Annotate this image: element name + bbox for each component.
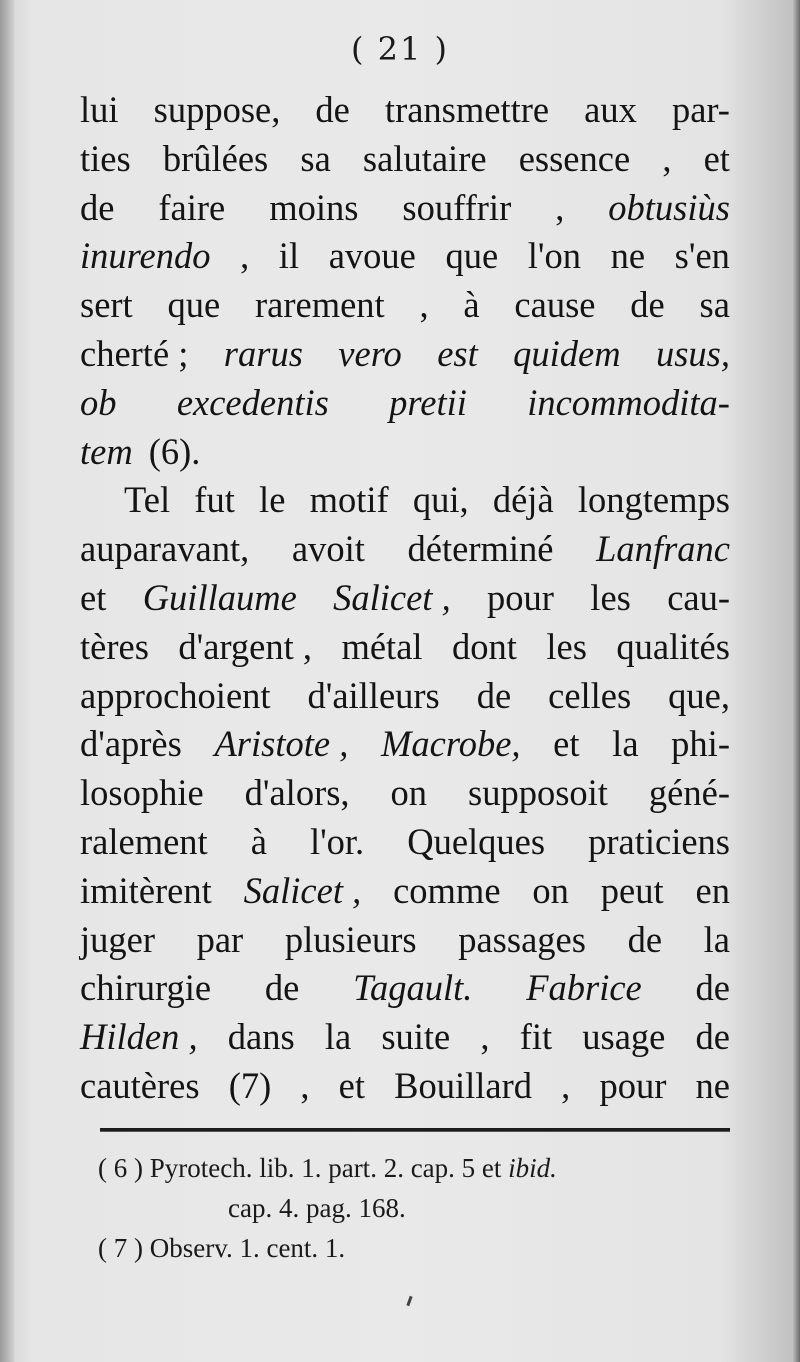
word: qualités bbox=[616, 625, 730, 667]
text-line bbox=[80, 281, 730, 330]
word: en bbox=[695, 869, 730, 911]
word: comme bbox=[393, 869, 501, 911]
text-line bbox=[80, 720, 730, 769]
text-line bbox=[80, 330, 730, 379]
word: longtemps bbox=[577, 479, 730, 521]
word: , bbox=[419, 284, 429, 326]
page-gutter-shadow bbox=[0, 0, 14, 1362]
text-line bbox=[80, 184, 730, 233]
footnote-6-line-2: cap. 4. pag. 168. bbox=[228, 1193, 406, 1223]
footnote-6-ibid: ibid. bbox=[508, 1153, 557, 1183]
word: chirurgie bbox=[80, 967, 212, 1009]
footnote-7: ( 7 ) Observ. 1. cent. 1. bbox=[98, 1233, 346, 1263]
text-line bbox=[80, 476, 730, 525]
main-text bbox=[80, 86, 730, 1111]
word: pour bbox=[599, 1064, 667, 1106]
word: (7) bbox=[228, 1064, 272, 1106]
word: ob bbox=[80, 381, 117, 423]
word: on bbox=[390, 772, 428, 814]
word: de bbox=[315, 89, 350, 130]
text-line bbox=[80, 86, 730, 135]
word: , bbox=[662, 137, 672, 179]
text-line bbox=[80, 428, 730, 477]
word: que bbox=[167, 284, 221, 326]
word: de bbox=[80, 186, 115, 228]
word: dont bbox=[452, 625, 517, 667]
text-line bbox=[80, 818, 730, 867]
word: souffrir bbox=[402, 186, 512, 228]
word: (6). bbox=[148, 430, 201, 472]
page-edge-shadow bbox=[792, 0, 800, 1362]
word: et bbox=[80, 576, 107, 618]
word: de bbox=[695, 1016, 730, 1058]
word: cau- bbox=[667, 576, 730, 618]
word: d'argent , bbox=[178, 625, 312, 667]
word: Aristote , bbox=[214, 723, 349, 765]
word: que, bbox=[668, 674, 730, 716]
word: cherté ; bbox=[80, 332, 189, 374]
word: avoue bbox=[328, 235, 416, 277]
word: déjà bbox=[492, 479, 554, 521]
word: l'on bbox=[527, 235, 581, 277]
word: est bbox=[437, 332, 478, 374]
footnote-6-text: ( 6 ) Pyrotech. lib. 1. part. 2. cap. 5 et bbox=[98, 1153, 502, 1183]
text-line bbox=[80, 1013, 730, 1062]
word: à bbox=[463, 284, 480, 326]
word: aux bbox=[584, 89, 637, 130]
text-line bbox=[80, 769, 730, 818]
text-line bbox=[80, 623, 730, 672]
word: moins bbox=[269, 186, 359, 228]
word: Salicet , bbox=[243, 869, 362, 911]
word: les bbox=[546, 625, 587, 667]
word: tères bbox=[80, 625, 149, 667]
text-line bbox=[80, 867, 730, 916]
word: de bbox=[630, 284, 665, 326]
word: par bbox=[196, 918, 244, 960]
word: fit bbox=[519, 1016, 553, 1058]
word: avoit bbox=[291, 528, 365, 570]
word: excedentis bbox=[176, 381, 329, 423]
word: usage bbox=[582, 1016, 666, 1058]
word: et bbox=[703, 137, 730, 179]
page-number: ( 21 ) bbox=[350, 30, 450, 68]
word: Tel bbox=[124, 479, 171, 521]
word: transmettre bbox=[384, 89, 550, 130]
word: sa bbox=[699, 284, 730, 326]
word: Fabrice bbox=[526, 967, 642, 1009]
word: ne bbox=[695, 1064, 730, 1106]
word: il bbox=[278, 235, 300, 277]
text-line bbox=[80, 1062, 730, 1111]
word: inurendo bbox=[80, 235, 211, 277]
word: cautères bbox=[80, 1064, 200, 1106]
word: par- bbox=[671, 89, 730, 130]
text-line bbox=[80, 672, 730, 721]
word: salutaire bbox=[362, 137, 487, 179]
word: essence bbox=[518, 137, 631, 179]
word: supposoit bbox=[468, 772, 608, 814]
word: auparavant, bbox=[80, 528, 250, 570]
word: rarement bbox=[255, 284, 385, 326]
word: Salicet , bbox=[333, 576, 451, 618]
word: suite bbox=[381, 1016, 451, 1058]
word: les bbox=[590, 576, 631, 618]
word: praticiens bbox=[588, 820, 730, 862]
word: tem bbox=[80, 430, 133, 472]
word: fut bbox=[194, 479, 235, 521]
word: de bbox=[264, 967, 300, 1009]
word: losophie bbox=[80, 772, 204, 814]
word: vero bbox=[338, 332, 402, 374]
text-line bbox=[80, 232, 730, 281]
word: motif bbox=[309, 479, 389, 521]
word: que bbox=[445, 235, 499, 277]
footnotes bbox=[98, 1148, 738, 1268]
word: d'ailleurs bbox=[307, 674, 440, 716]
word: dans bbox=[227, 1016, 295, 1058]
word: d'après bbox=[80, 723, 182, 765]
word: Guillaume bbox=[142, 576, 297, 618]
word: de bbox=[695, 967, 730, 1009]
word: métal bbox=[341, 625, 423, 667]
word: plusieurs bbox=[284, 918, 417, 960]
word: et bbox=[338, 1064, 366, 1106]
text-line bbox=[80, 135, 730, 184]
word: on bbox=[532, 869, 569, 911]
word: suppose, bbox=[153, 89, 281, 130]
word: s'en bbox=[674, 235, 730, 277]
word: la bbox=[612, 723, 639, 765]
word: le bbox=[259, 479, 286, 521]
word: peut bbox=[600, 869, 664, 911]
word: , bbox=[240, 235, 250, 277]
word: de bbox=[476, 674, 512, 716]
word: d'alors, bbox=[244, 772, 350, 814]
word: imitèrent bbox=[80, 869, 212, 911]
word: ties bbox=[80, 137, 131, 179]
word: phi- bbox=[671, 723, 730, 765]
word: Quelques bbox=[407, 820, 546, 862]
ink-speck bbox=[406, 1296, 412, 1306]
word: et bbox=[553, 723, 580, 765]
text-line bbox=[80, 525, 730, 574]
word: sert bbox=[80, 284, 133, 326]
word: Macrobe, bbox=[380, 723, 521, 765]
word: qui, bbox=[412, 479, 469, 521]
word: à bbox=[250, 820, 267, 862]
word: usus, bbox=[655, 332, 730, 374]
word: la bbox=[703, 918, 730, 960]
word: rarus bbox=[223, 332, 303, 374]
word: brûlées bbox=[162, 137, 269, 179]
word: approchoient bbox=[80, 674, 271, 716]
word: pour bbox=[487, 576, 554, 618]
word: l'or. bbox=[309, 820, 365, 862]
word: juger bbox=[80, 918, 155, 960]
word: Hilden , bbox=[80, 1016, 198, 1058]
word: , bbox=[561, 1064, 571, 1106]
footnote-6-line-1 bbox=[98, 1148, 738, 1188]
word: cause bbox=[514, 284, 596, 326]
word: , bbox=[555, 186, 565, 228]
word: pretii bbox=[389, 381, 467, 423]
word: , bbox=[480, 1016, 490, 1058]
word: ralement bbox=[80, 820, 208, 862]
word: sa bbox=[300, 137, 331, 179]
word: lui bbox=[80, 89, 119, 130]
word: celles bbox=[548, 674, 632, 716]
word: incommodita- bbox=[527, 381, 730, 423]
text-line bbox=[80, 964, 730, 1013]
text-line bbox=[80, 916, 730, 965]
word: géné- bbox=[648, 772, 730, 814]
word: , bbox=[300, 1064, 310, 1106]
word: Lanfranc bbox=[596, 528, 730, 570]
word: passages bbox=[458, 918, 586, 960]
word: la bbox=[324, 1016, 352, 1058]
text-line bbox=[80, 574, 730, 623]
word: obtusiùs bbox=[608, 186, 730, 228]
word: Tagault. bbox=[353, 967, 473, 1009]
footnote-separator bbox=[100, 1128, 730, 1132]
word: de bbox=[627, 918, 663, 960]
word: faire bbox=[158, 186, 226, 228]
word: quidem bbox=[513, 332, 621, 374]
word: ne bbox=[610, 235, 646, 277]
word: Bouillard bbox=[394, 1064, 533, 1106]
text-line bbox=[80, 379, 730, 428]
word: déterminé bbox=[407, 528, 554, 570]
